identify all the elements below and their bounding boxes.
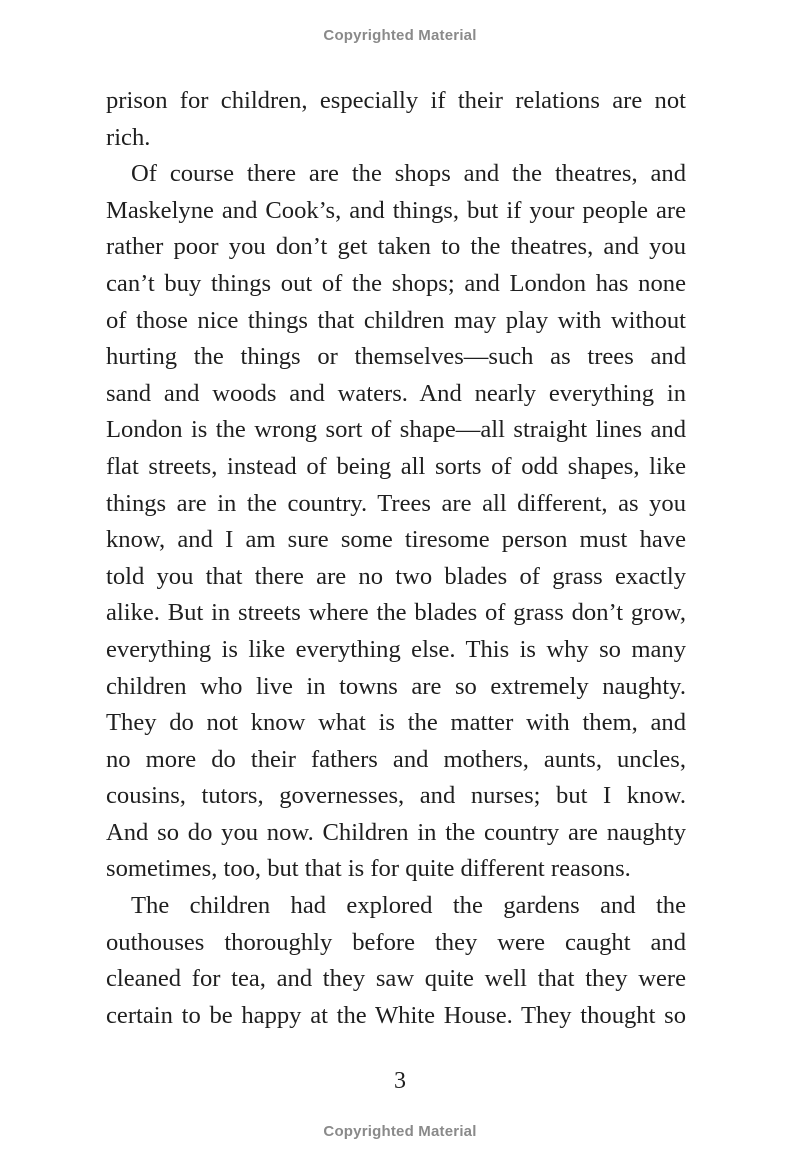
- text-line: Of course there are the shops and the theatres, and: [131, 160, 686, 188]
- text-line: rather poor you don’t get taken to the theatres, and you: [106, 233, 686, 261]
- text-line: cleaned for tea, and they saw quite well that they were: [106, 965, 686, 993]
- text-line: everything is like everything else. This is why so many: [106, 635, 686, 663]
- page-number: 3: [394, 1068, 406, 1094]
- text-line: sand and woods and waters. And nearly everything in: [106, 379, 686, 407]
- text-line: outhouses thoroughly before they were caught and: [106, 928, 686, 956]
- text-line: sometimes, too, but that is for quite different reasons.: [106, 855, 631, 883]
- text-line: no more do their fathers and mothers, aunts, uncles,: [106, 745, 686, 773]
- text-line: prison for children, especially if their relations are not: [106, 87, 686, 114]
- text-line: They do not know what is the matter with them, and: [106, 709, 686, 737]
- text-line: cousins, tutors, governesses, and nurses; but I know.: [106, 782, 686, 810]
- text-line: know, and I am sure some tiresome person must have: [106, 526, 686, 554]
- text-line: can’t buy things out of the shops; and London has none: [106, 269, 686, 297]
- text-line: certain to be happy at the White House. They thought so: [106, 1001, 686, 1029]
- copyright-watermark-bottom: Copyrighted Material: [323, 1123, 477, 1140]
- text-line: hurting the things or themselves—such as trees and: [106, 343, 686, 371]
- copyright-watermark-top: Copyrighted Material: [323, 27, 477, 44]
- text-line: Maskelyne and Cook’s, and things, but if your people are: [106, 196, 686, 224]
- text-line: told you that there are no two blades of grass exactly: [106, 562, 686, 590]
- text-line: London is the wrong sort of shape—all straight lines and: [106, 416, 686, 444]
- text-line: flat streets, instead of being all sorts of odd shapes, like: [106, 452, 686, 480]
- text-line: And so do you now. Children in the country are naughty: [106, 818, 686, 846]
- text-line: children who live in towns are so extremely naughty.: [106, 672, 686, 700]
- page-body-text: [106, 83, 686, 1034]
- text-line: things are in the country. Trees are all different, as you: [106, 489, 686, 517]
- text-line: The children had explored the gardens and the: [131, 892, 686, 920]
- text-line: of those nice things that children may play with without: [106, 306, 686, 334]
- text-line: rich.: [106, 123, 151, 151]
- text-line: alike. But in streets where the blades of grass don’t grow,: [106, 599, 686, 627]
